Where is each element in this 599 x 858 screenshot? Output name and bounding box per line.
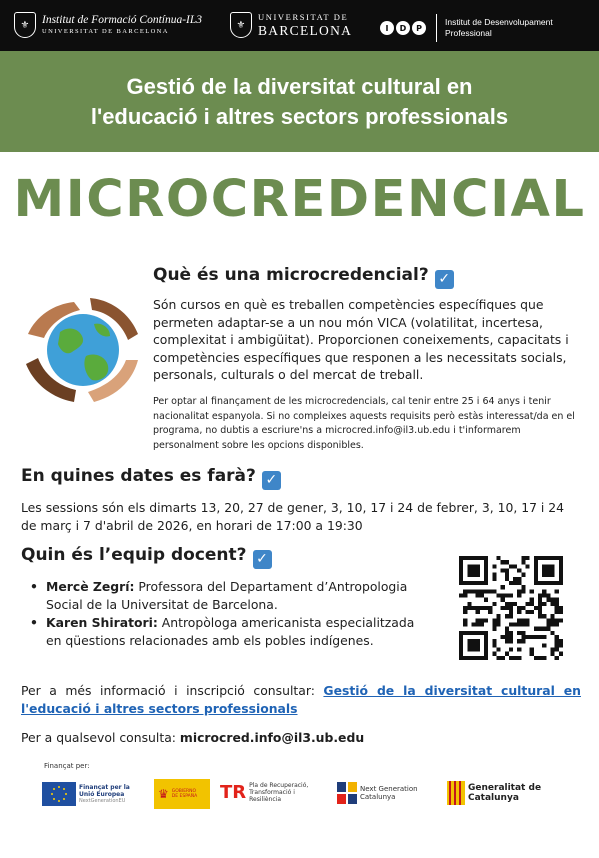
team-member [30, 614, 430, 649]
checkbox-icon: ✓ [262, 471, 281, 490]
team-list [30, 578, 430, 650]
il3-name: Institut de Formació Contínua-IL3 [42, 13, 203, 26]
team-member-desc: Antropòloga americanista especialitzada en qüestions relacionades amb els pobles indígenes. [46, 615, 415, 648]
contact-email[interactable]: microcred.info@il3.ub.edu [179, 730, 365, 745]
main-title: MICROCREDENCIAL [13, 170, 586, 229]
recovery-plan-text: Pla de Recuperació, Transformació i Resiliència [249, 782, 309, 803]
spain-logo-text: GOBIERNO DE ESPAÑA [171, 789, 198, 799]
section-team-heading [21, 545, 272, 569]
funding-label: Finançat per: [44, 762, 90, 770]
nextgen-catalunya-logo [337, 782, 424, 804]
funding-eligibility-note: Per optar al finançament de les microcredencials, cal tenir entre 25 i 64 anys i tenir nacionalitat espanyola. Si no compleixes aquests requisits però estàs interessat/da en el programa, no dubtis a escriure'ns a microcred.info@il3.ub.edu i t'informarem personalment sobre les opcions disponibles. [153, 396, 575, 451]
generalitat-text: Generalitat de Catalunya [468, 783, 542, 803]
section-what-heading [153, 265, 454, 289]
eu-flag-icon [42, 782, 76, 806]
course-title-line2: l'educació i altres sectors professionals [90, 104, 509, 129]
checkbox-icon: ✓ [435, 270, 454, 289]
section-team-heading-text: Quin és l’equip docent? [21, 545, 247, 565]
header-bar [0, 0, 599, 51]
course-link[interactable]: Gestió de la diversitat cultural en l'educació i altres sectors professionals [21, 683, 581, 716]
globe-hands-icon [20, 290, 146, 410]
idp-letter-p: P [412, 21, 426, 35]
generalitat-logo [447, 781, 550, 805]
course-title-banner [0, 51, 599, 152]
ub-seal-icon: ⚜ [230, 12, 252, 38]
section-dates-heading-text: En quines dates es farà? [21, 466, 256, 486]
spain-logo-box [154, 779, 210, 809]
qr-code-icon[interactable] [459, 556, 563, 660]
section-what-heading-text: Què és una microcredencial? [153, 265, 429, 285]
ub-line1: UNIVERSITAT DE [258, 12, 349, 22]
il3-subtitle: UNIVERSITAT DE BARCELONA [42, 27, 169, 35]
university-seal-icon: ⚜ [14, 12, 36, 38]
spain-crest-icon: ♛ [158, 787, 169, 801]
contact-label: Per a qualsevol consulta: [21, 730, 180, 745]
team-member-desc: Professora del Departament d’Antropologia Social de la Universitat de Barcelona. [46, 579, 408, 612]
idp-divider [436, 14, 437, 42]
funding-logos [42, 778, 562, 812]
generalitat-icon [447, 781, 465, 805]
idp-logo [380, 14, 553, 42]
recovery-plan-icon: TR [220, 782, 247, 803]
team-member [30, 578, 430, 613]
team-member-name: Mercè Zegrí: [46, 579, 135, 594]
ub-logo [230, 12, 352, 38]
team-member-name: Karen Shiratori: [46, 615, 158, 630]
more-info-text [21, 682, 581, 717]
idp-letter-d: D [396, 21, 410, 35]
nextgen-icon [337, 782, 357, 804]
recovery-plan-logo [220, 782, 313, 803]
course-title-line1: Gestió de la diversitat cultural en [126, 74, 473, 99]
section-dates-body: Les sessions són els dimarts 13, 20, 27 de gener, 3, 10, 17 i 24 de febrer, 3, 10, 17 i 24 de març i 7 d'abril de 2026, en horari de 17:00 a 19:30 [21, 500, 565, 533]
contact-text [21, 729, 364, 747]
nextgen-text: Next Generation Catalunya [360, 785, 418, 801]
idp-line2: Professional [445, 28, 492, 38]
idp-line1: Institut de Desenvolupament [445, 17, 553, 27]
section-what-body: Són cursos en què es treballen competències específiques que permeten adaptar-se a un nou món VICA (volatilitat, incertesa, complexitat i ambigüitat). Proporcionen coneixements, capacitats i competències específiques que responen a les necessitats socials, personals, culturals o del mercat de treball. [153, 297, 569, 382]
eu-logo-text: Finançat per la Unió Europea [79, 783, 130, 798]
eu-logo-sub: NextGenerationEU [79, 797, 126, 804]
more-info-label: Per a més informació i inscripció consultar: [21, 683, 324, 698]
section-dates-heading [21, 466, 281, 490]
checkbox-icon: ✓ [253, 550, 272, 569]
ub-line2: BARCELONA [258, 23, 353, 38]
eu-logo [42, 782, 131, 806]
il3-logo [14, 12, 202, 38]
spain-government-logo [154, 779, 210, 809]
idp-letter-i: I [380, 21, 394, 35]
